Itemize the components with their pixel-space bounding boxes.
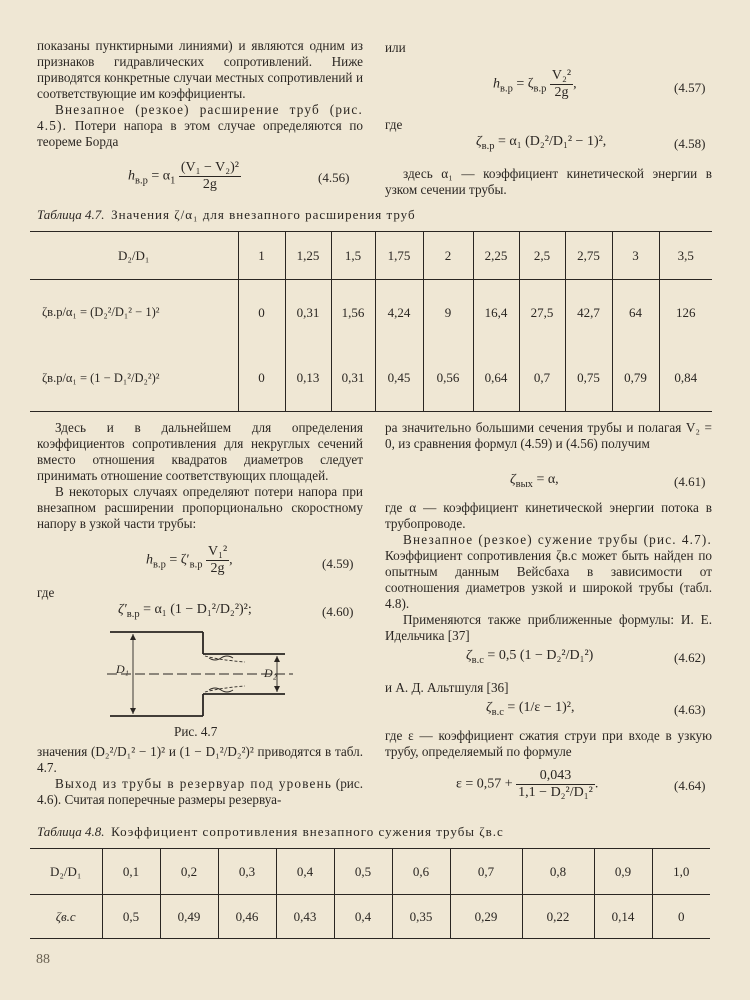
eq-subscript: в.р — [135, 175, 148, 187]
left-top-column — [37, 38, 363, 150]
table-cell: 0,84 — [674, 370, 698, 386]
table-cell: 0 — [238, 346, 285, 412]
eq-subscript: вых — [515, 478, 533, 490]
table-cell: 0,14 — [594, 895, 652, 939]
paragraph-sudden-contraction — [385, 532, 712, 612]
table-cell: 0,31 — [331, 346, 375, 412]
header-cell: 0,8 — [522, 849, 594, 895]
header-label: D₂/D₁ — [30, 232, 238, 280]
table-cell: 27,5 — [519, 280, 565, 346]
eq-subscript: в.р — [126, 608, 140, 620]
eq-coef: = ζ′ — [169, 552, 190, 568]
paragraph: где ε — коэффициент сжатия струи при входе в узкую трубу, определяемый по формуле — [385, 728, 712, 759]
table-cell: 0,35 — [392, 895, 450, 939]
right-mid-text — [385, 500, 712, 644]
table-cell: 0,5 — [102, 895, 160, 939]
eq-fraction — [550, 68, 573, 101]
table-cell: 42,7 — [565, 280, 612, 346]
eq-punct: , — [229, 552, 233, 568]
eq-symbol: h — [146, 552, 153, 568]
paragraph: В некоторых случаях определяют потери напора при внезапном расширении пропорционально скоростному напору в узкой части трубы: — [37, 484, 363, 531]
right-mid-column — [385, 420, 712, 452]
paragraph: здесь α₁ — коэффициент кинетической энергии в узком сечении трубы. — [385, 166, 712, 197]
eq-symbol: ζ — [486, 700, 492, 715]
header-cell: 1,0 — [673, 863, 690, 879]
header-cell: 0,7 — [450, 849, 522, 895]
figure-label-d2: D₂ — [264, 666, 277, 680]
figure-label-d1: D₁ — [116, 662, 129, 676]
eq-denominator: 2g — [554, 85, 569, 100]
equation-number: (4.61) — [674, 474, 706, 489]
table-cell: 0,22 — [522, 895, 594, 939]
table-cell: 0,49 — [160, 895, 218, 939]
equation-number: (4.62) — [674, 650, 706, 665]
eq-subscript: в.р — [153, 559, 166, 571]
eq-subscript: в.р — [533, 83, 547, 95]
table-cell: 0,7 — [519, 346, 565, 412]
subheading-sudden-expansion: Внезапное (резкое) расширение труб (рис. 4.5). — [37, 102, 363, 133]
paragraph: где α — коэффициент кинетической энергии потока в трубопроводе. — [385, 500, 712, 531]
subheading-sudden-contraction: Внезапное (резкое) сужение трубы (рис. 4.7). — [403, 532, 712, 547]
eq-denominator: 1,1 − D₂²/D₁² — [518, 785, 593, 800]
left-mid-column — [37, 420, 363, 532]
header-label: D₂/D₁ — [30, 849, 102, 895]
header-cell: 0,9 — [594, 849, 652, 895]
header-cell: 2,5 — [519, 232, 565, 280]
header-cell: 0,2 — [160, 849, 218, 895]
table-row — [30, 895, 710, 939]
eq-symbol: ζ — [476, 134, 482, 149]
equation-4-64 — [456, 768, 598, 801]
page-number: 88 — [36, 952, 50, 967]
equation-4-62 — [466, 648, 593, 666]
table-cell: 0,46 — [218, 895, 276, 939]
table-cell: 0,4 — [334, 895, 392, 939]
header-cell: 2,25 — [473, 232, 519, 280]
eq-subscript: в.р — [500, 83, 513, 95]
table-cell: 0,29 — [450, 895, 522, 939]
eq-rhs: = α, — [532, 472, 559, 487]
eq-subscript: в.р — [189, 559, 203, 571]
table-cell: 0,31 — [285, 280, 331, 346]
caption-number: Таблица 4.8. — [37, 824, 105, 839]
table-cell: 4,24 — [375, 280, 423, 346]
equation-4-58 — [476, 134, 606, 152]
table-header-row — [30, 849, 710, 895]
header-cell: 1 — [238, 232, 285, 280]
eq-numerator: 0,043 — [516, 768, 595, 785]
equation-4-61 — [510, 472, 559, 490]
eq-lhs: ε = 0,57 + — [456, 776, 513, 792]
header-cell: 1,25 — [285, 232, 331, 280]
eq-denominator: 2g — [202, 177, 217, 192]
figure-caption: Рис. 4.7 — [174, 724, 218, 739]
equation-number: (4.60) — [322, 604, 354, 619]
table-cell: 1,56 — [331, 280, 375, 346]
eq-denominator: 2g — [210, 561, 225, 576]
caption-text: Коэффициент сопротивления внезапного сужения трубы ζв.с — [111, 824, 504, 839]
table-4-8 — [30, 848, 710, 939]
eq-symbol: h — [128, 168, 135, 184]
equation-4-63 — [486, 700, 575, 718]
header-cell: 1,5 — [331, 232, 375, 280]
eq-symbol: ζ — [466, 648, 472, 663]
header-cell: 0,6 — [392, 849, 450, 895]
header-cell: 0,3 — [218, 849, 276, 895]
eq-fraction — [206, 544, 229, 577]
eq-rhs: = α₁ (1 − D₁²/D₂²)²; — [139, 602, 252, 617]
eq-punct: , — [573, 76, 577, 92]
caption-text: Значения ζ/α₁ для внезапного расширения труб — [111, 207, 416, 222]
table-row — [30, 280, 712, 346]
eq-numerator: V₁² — [207, 544, 228, 559]
equation-number: (4.64) — [674, 778, 706, 793]
paragraph-text: (рис. 4.6). Считая поперечные размеры резервуа- — [37, 776, 363, 807]
table-cell: 0,75 — [565, 346, 612, 412]
equation-4-56: $h_{в.р} = \alpha_1$ $\frac{\text{(V₁ − V₂)²}}{2g}$ — [128, 160, 239, 192]
eq-rhs: = 0,5 (1 − D₂²/D₁²) — [483, 648, 594, 663]
left-bottom-text — [37, 744, 363, 808]
paragraph: Здесь и в дальнейшем для определения коэффициентов сопротивления для некруглых сечений вместо отношения квадратов диаметров следует принимать отношение соответствующих площадей. — [37, 420, 363, 483]
right-eps-text — [385, 728, 712, 760]
table-4-7-caption — [37, 207, 416, 223]
paragraph: Применяются также приближенные формулы: И. Е. Идельчика [37] — [385, 612, 712, 643]
equation-number: (4.56) — [318, 170, 350, 185]
subheading-outlet: Выход из трубы в резервуар под уровень — [55, 776, 333, 791]
table-cell: 9 — [423, 280, 473, 346]
text-ili: или — [385, 40, 406, 55]
eq-numerator: (V₁ − V₂)² — [180, 160, 239, 175]
table-row — [30, 346, 712, 412]
eq-subscript: в.с — [491, 706, 504, 718]
paragraph: ра значительно большими сечения трубы и полагая V₂ = 0, из сравнения формул (4.59) и (4.56) получим — [385, 420, 712, 451]
table-cell: 16,4 — [473, 280, 519, 346]
paragraph: показаны пунктирными линиями) и являются одним из признаков гидравлических сопротивлений. Ниже приводятся конкретные случаи местных сопротивлений и соответствующие им коэффициенты. — [37, 38, 363, 101]
table-cell: 0,64 — [473, 346, 519, 412]
equation-number: (4.58) — [674, 136, 706, 151]
text-altshul: и А. Д. Альтшуля [36] — [385, 680, 509, 695]
eq-punct: . — [594, 776, 599, 792]
eq-coef: = α — [151, 168, 171, 184]
header-cell: 3,5 — [677, 247, 694, 263]
equation-number: (4.57) — [674, 80, 706, 95]
table-cell: 0,43 — [276, 895, 334, 939]
equation-number: (4.59) — [322, 556, 354, 571]
caption-number: Таблица 4.7. — [37, 207, 105, 222]
header-cell: 3 — [612, 232, 659, 280]
equation-4-57 — [493, 68, 577, 101]
equation-4-59 — [146, 544, 233, 577]
text-where: где — [37, 585, 55, 600]
table-cell: 0,13 — [285, 346, 331, 412]
row-label-formula-1: ζв.р/α₁ = (D₂²/D₁² − 1)² — [30, 280, 238, 346]
eq-fraction — [179, 160, 241, 193]
header-cell: 2,75 — [565, 232, 612, 280]
row-label: ζв.с — [30, 895, 102, 939]
header-cell: 1,75 — [375, 232, 423, 280]
eq-rhs: = (1/ε − 1)², — [503, 700, 575, 715]
paragraph-sudden-expansion — [37, 102, 363, 150]
header-cell: 0,5 — [334, 849, 392, 895]
eq-fraction — [516, 768, 595, 801]
eq-symbol: ζ′ — [118, 602, 127, 617]
eq-rhs: = α₁ (D₂²/D₁² − 1)², — [494, 134, 607, 149]
equation-number: (4.63) — [674, 702, 706, 717]
eq-subscript: в.с — [471, 654, 484, 666]
table-cell: 64 — [612, 280, 659, 346]
eq-symbol: h — [493, 76, 500, 92]
eq-subscript: в.р — [481, 140, 495, 152]
paragraph-text: Коэффициент сопротивления ζв.с может быть найден по опытным данным Вейсбаха в зависимости от соотношения диаметров узкой и широкой трубы (табл. 4.8). — [385, 548, 712, 611]
header-cell: 0,4 — [276, 849, 334, 895]
row-label-formula-2: ζв.р/α₁ = (1 − D₁²/D₂²)² — [30, 346, 238, 412]
table-cell: 126 — [676, 304, 696, 320]
text-where: где — [385, 117, 403, 132]
table-4-7 — [30, 231, 712, 412]
eq-numerator: V₂² — [551, 68, 572, 83]
table-header-row — [30, 232, 712, 280]
table-cell: 0,45 — [375, 346, 423, 412]
table-4-8-caption — [37, 824, 504, 840]
table-cell: 0 — [678, 908, 685, 924]
table-cell: 0,56 — [423, 346, 473, 412]
paragraph: значения (D₂²/D₁² − 1)² и (1 − D₁²/D₂²)² приводятся в табл. 4.7. — [37, 744, 363, 775]
paragraph-outlet — [37, 776, 363, 808]
equation-4-60 — [118, 602, 252, 620]
eq-coef: = ζ — [516, 76, 534, 92]
paragraph-text: Потери напора в этом случае определяются по теореме Борда — [37, 118, 363, 149]
header-cell: 0,1 — [102, 849, 160, 895]
eq-symbol: ζ — [510, 472, 516, 487]
right-top-text — [385, 166, 712, 198]
table-cell: 0,79 — [612, 346, 659, 412]
header-cell: 2 — [423, 232, 473, 280]
table-cell: 0 — [238, 280, 285, 346]
